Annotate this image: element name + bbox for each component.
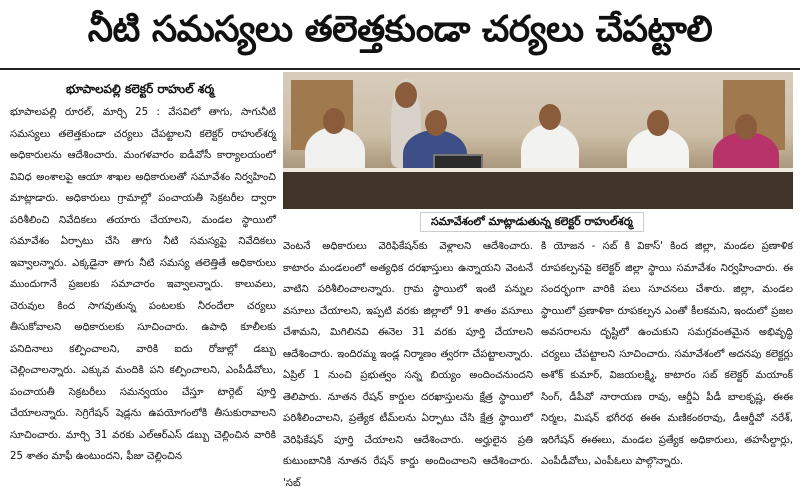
- article-column-2: [283, 236, 533, 489]
- conference-table: [283, 172, 793, 209]
- article-text-1: భూపాలపల్లి రూరల్, మార్చి 25 : వేసవిలో తాగు, సాగునీటి సమస్యలు తలెత్తకుండా చర్యలు చేపట్టాలని కలెక్టర్ రాహుల్‌శర్మ అధికారులను ఆదేశించారు. మంగళవారం ఐడీవోసీ కార్యాలయంలో వివిధ అంశాలపై ఆయా శాఖల అధికారులతో సమావేశం నిర్వహించి మాట్లాడారు. అధికారులు గ్రామాల్లో పంచాయతీ సెక్రటరీల ద్వారా పరిశీలించి నివేదికలు తయారు చేయాలని, మండల స్థాయిలో సమావేశం ఏర్పాటు చేసి తాగు నీటి సమస్యపై నివేదికలు ఇవ్వాలన్నారు. ఎక్కడైనా తాగు నీటి సమస్య తలెత్తితే అధికారులు ముందుగానే ప్రజలకు సమాచారం ఇవ్వాలన్నారు. కాలువలు, చెరువుల కింద సాగవుతున్న పంటలకు నీరందేలా చర్యలు తీసుకోవాలని అధికారులకు సూచించారు. ఉపాధి కూలీలకు పనిదినాలు కల్పించాలని, వారికి ఐదు రోజుల్లో డబ్బు చెల్లించాలన్నారు. ఎక్కువ మందికి పని కల్పించాలని, ఎంపీడీవోలు, పంచాయతీ సెక్రటరీలు సమన్వయం చేస్తూ టార్గెట్ పూర్తి చేయాలన్నారు. సెగ్రిగేషన్ షెడ్లను ఉపయోగంలోకి తీసుకురావాలని సూచించారు. మార్చి 31 వరకు ఎల్‌ఆర్‌ఎస్ డబ్బు చెల్లించిన వారికి 25 శాతం మాఫీ ఉంటుందని, ఫీజు చెల్లించిన: [10, 107, 276, 462]
- headline: నీటి సమస్యలు తలెత్తకుండా చర్యలు చేపట్టాలి: [87, 9, 713, 50]
- person-head: [539, 104, 561, 130]
- byline: భూపాలపల్లి కలెక్టర్ రాహుల్ శర్మ: [66, 82, 215, 96]
- photo-caption: సమావేశంలో మాట్లాడుతున్న కలెక్టర్ రాహుల్‌శర్మ: [420, 212, 644, 232]
- news-photo: [283, 72, 793, 209]
- person-head: [323, 108, 345, 134]
- person-head: [647, 110, 669, 136]
- article-text-2: వెంటనే అధికారులు వెరిఫికేషన్‌కు వెళ్లాలని ఆదేశించారు. కాటారం మండలంలో అత్యధిక దరఖాస్తులు ఉన్నాయని వెంటనే వాటిని పరిశీలించాలన్నారు. గ్రామ స్థాయిలో ఇంటి పన్నుల వసూలు చేయాలని, ఇప్పటి వరకు జిల్లాలో 91 శాతం వసూలు చేశామని, మిగిలినవి ఈనెల 31 వరకు పూర్తి చేయాలని ఆదేశించారు. ఇందిరమ్మ ఇండ్ల నిర్మాణం త్వరగా చేపట్టాలన్నారు. ఏప్రిల్ 1 నుంచి ప్రభుత్వం సన్న బియ్యం అందించనుందని తెలిపారు. నూతన రేషన్ కార్డుల దరఖాస్తులను క్షేత్ర స్థాయిలో పరిశీలించాలని, ప్రత్యేక టీమ్‌లను ఏర్పాటు చేసి క్షేత్ర స్థాయిలో వెరిఫికేషన్ పూర్తి చేయాలని ఆదేశించారు. అర్హులైన ప్రతి కుటుంబానికి నూతన రేషన్ కార్డు అందించాలని ఆదేశించారు. 'సబ్: [283, 241, 533, 489]
- headline-divider: [0, 68, 800, 70]
- person-head: [395, 82, 417, 108]
- person-head: [735, 114, 757, 140]
- article-text-3: కి యోజన - సబ్ కి వికాస్' కింద జిల్లా, మండల ప్రణాళిక రూపకల్పనపై కలెక్టర్ జిల్లా స్థాయి సమావేశం నిర్వహించారు. ఈ సందర్భంగా వారికి పలు సూచనలు చేశారు. జిల్లా, మండల స్థాయిలో ప్రణాళికా రూపకల్పన ఎంతో కీలకమని, ఇందులో ప్రజల అవసరాలను దృష్టిలో ఉంచుకుని సమగ్రవంతమైన అభివృద్ధి చర్యలు చేపట్టాలని సూచించారు. సమావేశంలో అదనపు కలెక్టర్లు అశోక్ కుమార్, విజయలక్ష్మి, కాటారం సబ్ కలెక్టర్ మయాంక్ సింగ్, డీపీవో నారాయణ రావు, ఆర్డీఏ పీడీ బాలకృష్ణ, ఈఈ నిర్మల, మిషన్ భగీరథ ఈఈ మణికంఠరావు, డీఆర్డీవో నరేశ్, ఇరిగేషన్ ఈఈలు, మండల ప్రత్యేక అధికారులు, తహసీల్దార్లు, ఎంపీడీవోలు, ఎంపీఓలు పాల్గొన్నారు.: [541, 241, 793, 467]
- person-head: [425, 110, 447, 136]
- article-column-3: [541, 236, 793, 467]
- article-column-1: [10, 102, 276, 462]
